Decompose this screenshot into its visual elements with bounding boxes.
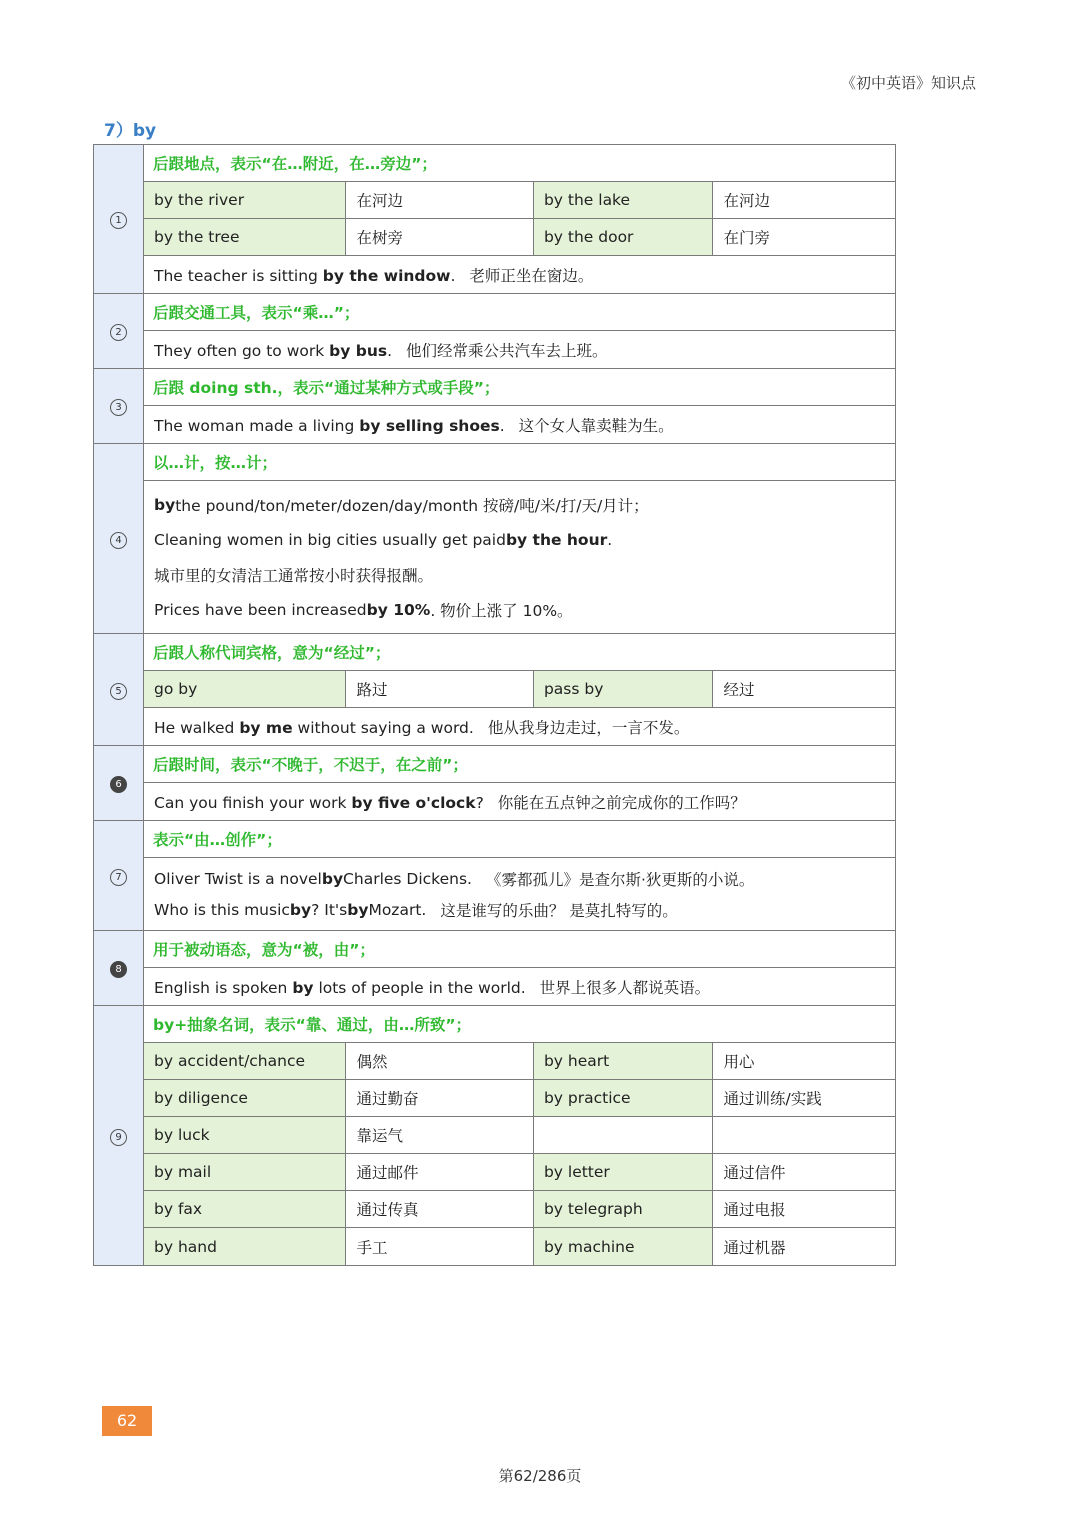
- example-line: by the pound/ton/meter/dozen/day/month 按磅/吨/米/打/天/月计；: [154, 495, 649, 515]
- section-number-8: 8: [110, 961, 127, 978]
- meaning-cell: 偶然: [346, 1043, 534, 1079]
- phrase-cell: by the door: [534, 219, 714, 255]
- meaning-cell: 路过: [346, 671, 534, 707]
- section-number-1: 1: [110, 212, 127, 229]
- meaning-cell: 通过训练/实践: [723, 1090, 822, 1108]
- section-heading: 后跟人称代词宾格，意为“经过”；: [153, 644, 391, 662]
- phrase-cell: by fax: [144, 1191, 346, 1227]
- example-line: Cleaning women in big cities usually get paid by the hour .: [154, 530, 613, 549]
- meaning-cell: 通过机器: [723, 1238, 786, 1257]
- section-row-8: [94, 931, 896, 1006]
- section-row-1: [94, 145, 896, 294]
- phrase-cell: by mail: [144, 1154, 346, 1190]
- section-row-6: [94, 746, 896, 821]
- section-row-2: [94, 294, 896, 369]
- section-heading: 表示“由…创作”；: [153, 831, 282, 849]
- page-info: 第62/286页: [498, 1467, 582, 1485]
- meaning-cell: [713, 1117, 895, 1153]
- section-number-2: 2: [110, 324, 127, 341]
- section-heading: 后跟时间，表示“不晚于，不迟于，在之前”；: [153, 756, 468, 774]
- document-header: 《初中英语》知识点: [840, 74, 976, 92]
- section-heading: 后跟交通工具，表示“乘…”；: [153, 304, 360, 322]
- meaning-cell: 在河边: [346, 182, 534, 218]
- example-sentence: Can you finish your work by five o'clock? 你能在五点钟之前完成你的工作吗？: [154, 793, 746, 812]
- section-number-9: 9: [110, 1129, 127, 1146]
- phrase-cell: by heart: [534, 1043, 714, 1079]
- section-heading: 以…计，按…计；: [153, 454, 278, 472]
- example-line: Prices have been increased by 10% . 物价上涨了 10%。: [154, 600, 573, 620]
- section-heading: 后跟 doing sth.，表示“通过某种方式或手段”；: [153, 379, 500, 397]
- phrase-cell: go by: [144, 671, 346, 707]
- meaning-cell: 通过传真: [346, 1191, 534, 1227]
- section-number-5: 5: [110, 683, 127, 700]
- meaning-cell: 手工: [346, 1228, 534, 1265]
- phrase-cell: by the lake: [534, 182, 714, 218]
- phrase-cell: by hand: [144, 1228, 346, 1265]
- example-sentence: The woman made a living by selling shoes. 这个女人靠卖鞋为生。: [154, 416, 674, 435]
- section-row-7: [94, 821, 896, 931]
- example-sentence: English is spoken by lots of people in the world. 世界上很多人都说英语。: [154, 978, 711, 997]
- example-sentence: He walked by me without saying a word. 他从我身边走过，一言不发。: [154, 718, 690, 737]
- meaning-cell: 在树旁: [346, 219, 534, 255]
- meaning-cell: 通过勤奋: [346, 1080, 534, 1116]
- section-number-6: 6: [110, 776, 127, 793]
- phrase-cell: by diligence: [144, 1080, 346, 1116]
- meaning-cell: 靠运气: [346, 1117, 534, 1153]
- example-sentence: They often go to work by bus. 他们经常乘公共汽车去上班。: [154, 341, 608, 360]
- section-number-3: 3: [110, 399, 127, 416]
- phrase-cell: by luck: [144, 1117, 346, 1153]
- section-row-3: [94, 369, 896, 444]
- page-number-badge: 62: [102, 1406, 152, 1436]
- section-number-7: 7: [110, 869, 127, 886]
- phrase-cell: by the tree: [144, 219, 346, 255]
- example-line: Oliver Twist is a novel by Charles Dickens. 《雾都孤儿》是查尔斯·狄更斯的小说。: [154, 869, 755, 889]
- phrase-cell: pass by: [534, 671, 714, 707]
- section-number-4: 4: [110, 532, 127, 549]
- section-heading: 后跟地点，表示“在…附近，在…旁边”；: [153, 155, 437, 173]
- example-line: 城市里的女清洁工通常按小时获得报酬。: [154, 566, 434, 585]
- phrase-cell: by practice: [534, 1080, 714, 1116]
- section-heading: 用于被动语态，意为“被，由”；: [153, 941, 375, 959]
- phrase-cell: by letter: [534, 1154, 714, 1190]
- section-row-5: [94, 634, 896, 746]
- meaning-cell: 在河边: [723, 192, 770, 210]
- phrase-cell: by machine: [534, 1228, 714, 1265]
- phrase-cell: by telegraph: [534, 1191, 714, 1227]
- section-row-4: [94, 444, 896, 634]
- example-sentence: The teacher is sitting by the window. 老师正坐在窗边。: [154, 266, 594, 285]
- meaning-cell: 通过信件: [723, 1164, 786, 1182]
- section-heading: by+抽象名词，表示“靠、通过，由…所致”；: [153, 1016, 472, 1034]
- phrase-cell: [534, 1117, 714, 1153]
- phrase-cell: by the river: [144, 182, 346, 218]
- meaning-cell: 用心: [723, 1053, 755, 1071]
- meaning-cell: 通过邮件: [346, 1154, 534, 1190]
- section-row-9: [94, 1006, 896, 1266]
- example-line: Who is this music by ? It's by Mozart. 这是谁写的乐曲？ 是莫扎特写的。: [154, 900, 678, 920]
- phrase-cell: by accident/chance: [144, 1043, 346, 1079]
- meaning-cell: 通过电报: [723, 1201, 786, 1219]
- by-usage-table: [93, 144, 896, 1266]
- meaning-cell: 经过: [723, 681, 755, 699]
- meaning-cell: 在门旁: [723, 229, 770, 247]
- section-title: 7）by: [104, 121, 157, 141]
